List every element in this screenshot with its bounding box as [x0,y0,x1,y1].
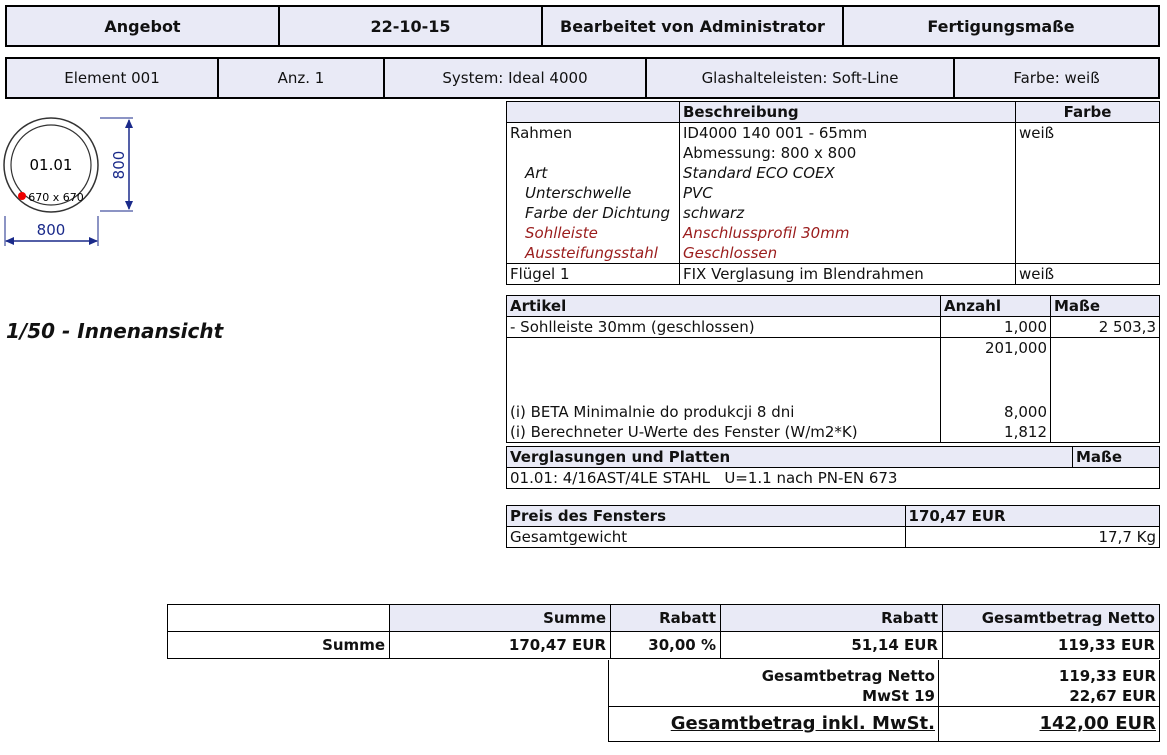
summary-header-discount: Rabatt [721,605,943,632]
net-total-value: 119,33 EUR [939,660,1160,686]
article-count: 201,000 [941,338,1051,403]
header-bar [5,5,1160,47]
glazing-beads: Glashalteleisten: Soft-Line [647,59,955,97]
summary-header-blank [168,605,390,632]
articles-table [506,295,1160,443]
desc-value: Geschlossen [680,243,1016,264]
article-size [1051,402,1160,422]
element-id: Element 001 [7,59,219,97]
width-dimension: 800 [36,221,66,239]
article-count: 1,000 [941,317,1051,338]
system-name: System: Ideal 4000 [385,59,647,97]
desc-label [507,143,680,163]
desc-color [1016,163,1160,183]
desc-color [1016,243,1160,264]
desc-value: schwarz [680,203,1016,223]
desc-label: Farbe der Dichtung [507,203,680,223]
article-count: 8,000 [941,402,1051,422]
desc-header-blank [507,102,680,123]
desc-value: Anschlussprofil 30mm [680,223,1016,243]
desc-value: ID4000 140 001 - 65mm [680,123,1016,144]
vat-label: MwSt 19 [609,686,939,707]
desc-value: FIX Verglasung im Blendrahmen [680,264,1016,285]
article-name: (i) BETA Minimalnie do produkcji 8 dni [507,402,941,422]
grand-total-value: 142,00 EUR [939,707,1160,742]
desc-value: Standard ECO COEX [680,163,1016,183]
summary-header-net: Gesamtbetrag Netto [943,605,1160,632]
desc-label: Rahmen [507,123,680,144]
glazing-header-title: Verglasungen und Platten [507,447,1073,468]
summary-table [167,604,1160,659]
price-label: Preis des Fensters [507,506,906,527]
article-count: 1,812 [941,422,1051,443]
element-count: Anz. 1 [219,59,385,97]
articles-header-count: Anzahl [941,296,1051,317]
desc-label: Flügel 1 [507,264,680,285]
description-table [506,101,1160,285]
desc-label: Aussteifungsstahl [507,243,680,264]
summary-sum: 170,47 EUR [390,632,611,659]
grand-total-label: Gesamtbetrag inkl. MwSt. [609,707,939,742]
glass-size-label: 670 x 670 [28,191,84,204]
weight-label: Gesamtgewicht [507,527,906,548]
desc-value: PVC [680,183,1016,203]
glazing-row: 01.01: 4/16AST/4LE STAHL U=1.1 nach PN-EN 673 [507,468,1160,489]
net-total-label: Gesamtbetrag Netto [609,660,939,686]
article-size: 2 503,3 [1051,317,1160,338]
totals-table [608,660,1160,742]
position-label: 01.01 [29,156,73,174]
desc-label: Unterschwelle [507,183,680,203]
article-size [1051,422,1160,443]
desc-header-color: Farbe [1016,102,1160,123]
article-name: (i) Berechneter U-Werte des Fenster (W/m2*K) [507,422,941,443]
desc-header-description: Beschreibung [680,102,1016,123]
height-dimension: 800 [110,150,128,180]
desc-label: Art [507,163,680,183]
doc-date: 22-10-15 [280,7,543,45]
summary-row-label: Summe [168,632,390,659]
summary-discount-pct: 30,00 % [611,632,721,659]
article-name: - Sohlleiste 30mm (geschlossen) [507,317,941,338]
element-bar [5,57,1160,99]
summary-net: 119,33 EUR [943,632,1160,659]
element-color: Farbe: weiß [1013,69,1100,87]
desc-color [1016,143,1160,163]
desc-color [1016,223,1160,243]
desc-color: weiß [1016,123,1160,144]
vat-value: 22,67 EUR [939,686,1160,707]
glazing-header-size: Maße [1073,447,1160,468]
weight-value: 17,7 Kg [905,527,1159,548]
measure-type: Fertigungsmaße [927,16,1075,36]
edited-by: Bearbeitet von Administrator [543,7,844,45]
doc-type: Angebot [7,7,280,45]
desc-label: Sohlleiste [507,223,680,243]
marker-dot [18,192,26,200]
articles-header-article: Artikel [507,296,941,317]
price-value: 170,47 EUR [905,506,1159,527]
glazing-table [506,446,1160,489]
desc-value: Abmessung: 800 x 800 [680,143,1016,163]
summary-header-discount-pct: Rabatt [611,605,721,632]
window-drawing [0,110,150,250]
price-table [506,505,1160,548]
desc-color [1016,183,1160,203]
desc-color [1016,203,1160,223]
summary-discount: 51,14 EUR [721,632,943,659]
articles-header-size: Maße [1051,296,1160,317]
view-label: 1/50 - Innenansicht [6,319,224,343]
article-name [507,338,941,403]
desc-color: weiß [1016,264,1160,285]
article-size [1051,338,1160,403]
summary-header-sum: Summe [390,605,611,632]
